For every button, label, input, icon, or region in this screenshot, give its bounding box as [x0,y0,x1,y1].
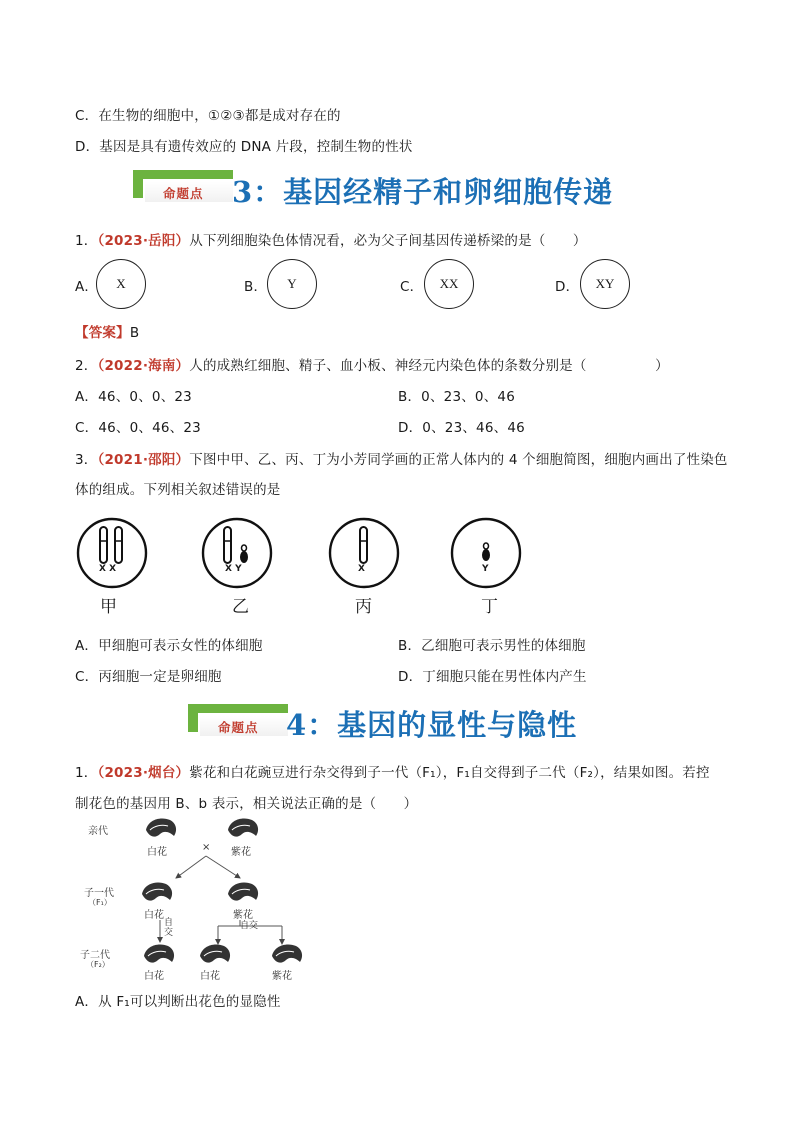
cell-jia [78,519,146,587]
q3-cells-figure [74,517,554,589]
q2-stem: 2．（2022·海南）人的成熟红细胞、精子、血小板、神经元内染色体的条数分别是（ ） [75,358,669,374]
diagram-self-right: 自交 [240,921,259,931]
section-4-tag: 命题点 [218,720,259,735]
q1-option-b-cell: Y [267,259,317,309]
diagram-row-parent: 亲代 [88,826,108,837]
q3-stem-line1: 3．（2021·邵阳）下图中甲、乙、丙、丁为小芳同学画的正常人体内的 4 个细胞简图，细胞内画出了性染色 [75,452,728,468]
q1-option-d-cell: XY [580,259,630,309]
diagram-parent-white: 白花 [147,847,167,858]
prev-option-d: D．基因是具有遗传效应的 DNA 片段，控制生物的性状 [75,139,413,155]
q2-option-b: B．0、23、0、46 [398,389,515,405]
diagram-f2-white-1: 白花 [144,971,164,982]
q1-option-b-label: B． [244,279,268,295]
diagram-row-f1-sub: （F₁） [88,898,112,907]
q3-option-a: A．甲细胞可表示女性的体细胞 [75,638,263,654]
q1-answer: 【答案】B [75,325,140,341]
section-3-tag: 命题点 [163,186,204,201]
q1-option-c-cell: XX [424,259,474,309]
diagram-f1-white: 白花 [144,910,164,921]
diagram-parent-purple: 紫花 [231,847,251,858]
q4-pea-cross-diagram [78,812,338,984]
pea-f1-purple [228,882,258,900]
pea-f2-purple [272,944,302,962]
diagram-row-f1: 子一代 [84,888,114,899]
q3-option-b: B．乙细胞可表示男性的体细胞 [398,638,586,654]
q4-stem-line2: 制花色的基因用 B、b 表示，相关说法正确的是（ ） [75,796,418,812]
cell-jia-name: 甲 [100,597,117,617]
cell-ding-chrom: Y [482,564,489,574]
pea-parent-purple [228,818,258,836]
q1-option-a-label: A． [75,279,99,295]
cell-yi-chrom: X Y [225,564,242,574]
diagram-cross-sign: × [202,842,211,853]
q4-stem-line1: 1．（2023·烟台）紫花和白花豌豆进行杂交得到子一代（F₁），F₁自交得到子二代（F₂），结果如图。若控 [75,765,710,781]
pea-f2-white-1 [144,944,174,962]
q1-option-a-cell: X [96,259,146,309]
diagram-f1-purple: 紫花 [233,910,253,921]
cell-yi [203,519,271,587]
cell-ding-name: 丁 [481,597,498,617]
q3-stem-line2: 体的组成。下列相关叙述错误的是 [75,482,281,498]
section-3-banner [133,170,233,204]
cell-jia-chrom: X X [99,564,117,574]
q3-option-c: C．丙细胞一定是卵细胞 [75,669,222,685]
pea-f2-white-2 [200,944,230,962]
q4-option-a: A．从 F₁可以判断出花色的显隐性 [75,994,281,1010]
q3-option-d: D．丁细胞只能在男性体内产生 [398,669,587,685]
cell-yi-name: 乙 [232,597,249,617]
q1-option-c-label: C． [400,279,424,295]
q1-stem: 1．（2023·岳阳）从下列细胞染色体情况看，必为父子间基因传递桥梁的是（ ） [75,233,587,249]
q2-option-a: A．46、0、0、23 [75,389,192,405]
section-4-title: 4：基因的显性与隐性 [286,708,578,742]
diagram-f2-purple: 紫花 [272,971,292,982]
diagram-f2-white-2: 白花 [200,971,220,982]
cell-bing-name: 丙 [355,597,372,617]
q2-option-c: C．46、0、46、23 [75,420,201,436]
diagram-row-f2: 子二代 [80,950,110,961]
section-4-banner [188,704,288,738]
q2-option-d: D．0、23、46、46 [398,420,525,436]
cell-ding [452,519,520,587]
diagram-self-left: 自交 [164,918,174,938]
diagram-row-f2-sub: （F₂） [86,960,110,969]
pea-parent-white [146,818,176,836]
prev-option-c: C．在生物的细胞中，①②③都是成对存在的 [75,108,341,124]
q1-option-d-label: D． [555,279,580,295]
cell-bing [330,519,398,587]
pea-f1-white [142,882,172,900]
cell-bing-chrom: X [358,564,365,574]
section-3-title: 3：基因经精子和卵细胞传递 [232,175,614,209]
